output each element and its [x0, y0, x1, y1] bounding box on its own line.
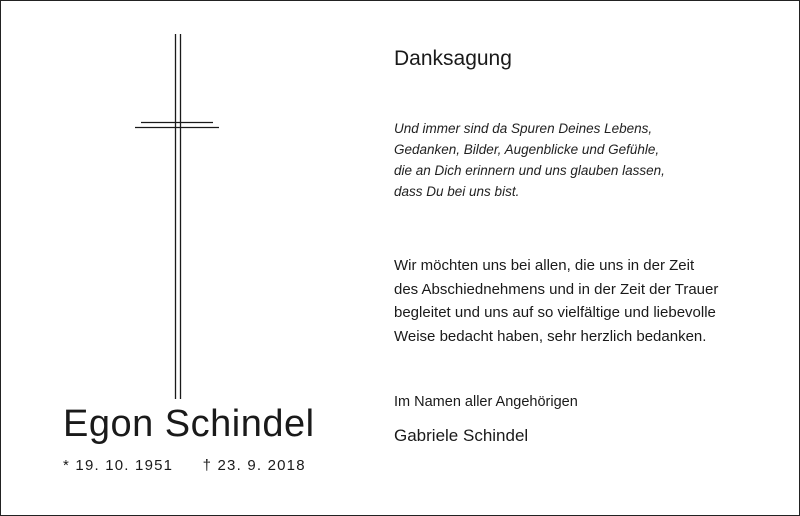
signer-name: Gabriele Schindel: [394, 426, 529, 445]
cross-icon: [1, 1, 261, 401]
birth-date: * 19. 10. 1951: [63, 457, 174, 474]
thanks-line: Wir möchten uns bei allen, die uns in der Zeit: [394, 257, 695, 274]
on-behalf-line: Im Namen aller Angehörigen: [394, 394, 578, 410]
poem: [394, 118, 665, 202]
heading: Danksagung: [394, 47, 512, 70]
thanks-line: begleitet und uns auf so vielfältige und liebevolle: [394, 304, 716, 321]
poem-line: Gedanken, Bilder, Augenblicke und Gefühle,: [394, 142, 660, 157]
thanks-text: [394, 254, 718, 348]
death-date: † 23. 9. 2018: [202, 457, 306, 474]
poem-line: die an Dich erinnern und uns glauben lassen,: [394, 163, 665, 178]
poem-line: dass Du bei uns bist.: [394, 184, 520, 199]
poem-line: Und immer sind da Spuren Deines Lebens,: [394, 121, 653, 136]
deceased-name: Egon Schindel: [63, 403, 315, 445]
thanks-line: des Abschiednehmens und in der Zeit der Trauer: [394, 280, 719, 298]
thanks-line: Weise bedacht haben, sehr herzlich bedanken.: [394, 327, 707, 345]
life-dates: [63, 457, 306, 474]
